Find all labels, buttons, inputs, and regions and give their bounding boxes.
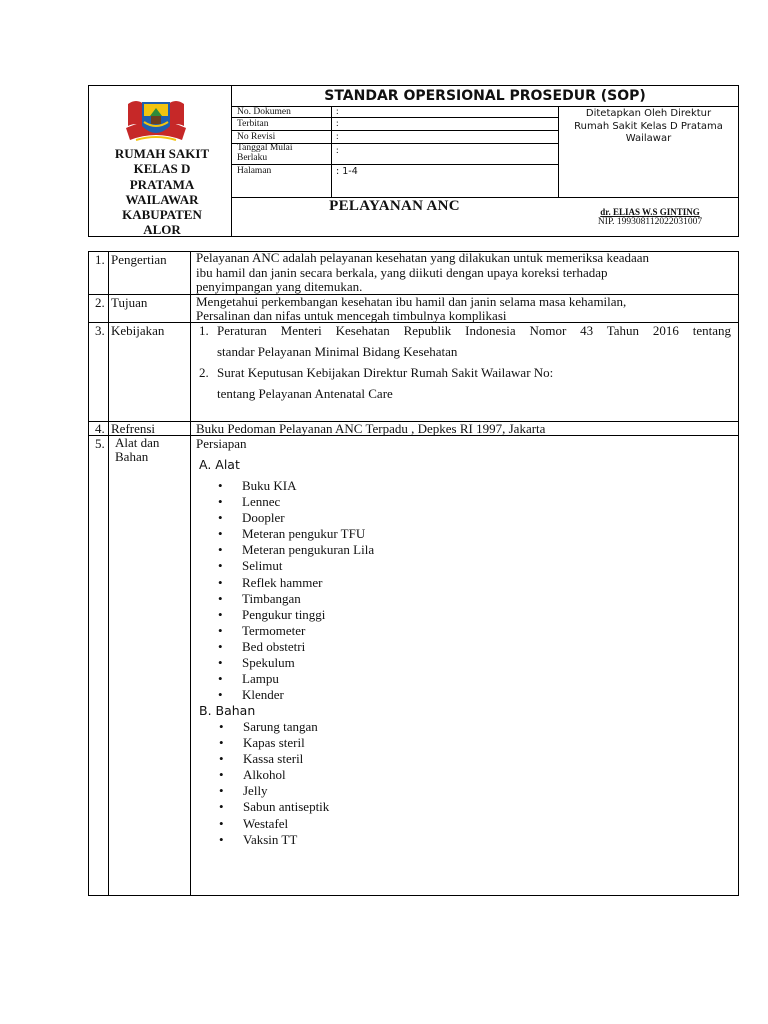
bullet-icon: • — [218, 622, 223, 638]
hospital-logo — [122, 96, 190, 146]
pengertian-text: Pelayanan ANC adalah pelayanan kesehatan yang dilakukan untuk memeriksa keadaan ibu hamil dan janin secara berkala, yang diikuti dengan upaya koreksi terhadap penyimpangan yang ditemukan. — [196, 250, 650, 294]
bullet-icon: • — [218, 671, 223, 687]
bullet-icon: • — [218, 655, 223, 671]
list-item: • Bed obstetri — [218, 638, 306, 654]
list-item: • Reflek hammer — [218, 574, 323, 590]
bullet-icon: • — [219, 735, 224, 751]
row-4-number: 4. — [95, 421, 105, 436]
bullet-icon: • — [219, 767, 224, 783]
bahan-heading: B. Bahan — [199, 703, 256, 718]
list-item: • Westafel — [219, 815, 289, 831]
bullet-icon: • — [218, 510, 223, 526]
list-item: • Vaksin TT — [219, 831, 298, 847]
list-item: • Doopler — [218, 510, 285, 526]
director-name: dr. ELIAS W.S GINTING — [600, 207, 700, 217]
director-nip: NIP. 199308112022031007 — [597, 217, 703, 227]
list-item: • Sabun antiseptik — [219, 799, 330, 815]
bullet-icon: • — [219, 719, 224, 734]
list-item: • Jelly — [219, 783, 268, 799]
kebijakan-item-2-line1: Surat Keputusan Kebijakan Direktur Rumah Sakit Wailawar No: — [217, 365, 554, 380]
bullet-icon: • — [218, 526, 223, 542]
list-item: • Kapas steril — [219, 735, 305, 751]
institution-name: RUMAH SAKIT KELAS D PRATAMA WAILAWAR KABUPATEN ALOR — [114, 146, 210, 238]
bullet-icon: • — [219, 783, 224, 799]
list-item: • Spekulum — [218, 655, 295, 671]
meta-value-tanggal: : — [336, 146, 339, 156]
bullet-icon: • — [219, 799, 224, 815]
list-item: • Lampu — [218, 671, 279, 687]
row-3-label: Kebijakan — [111, 323, 165, 338]
sop-title: STANDAR OPERSIONAL PROSEDUR (SOP) — [324, 88, 646, 104]
bullet-icon: • — [218, 558, 223, 574]
document-title: PELAYANAN ANC — [329, 198, 460, 214]
bullet-icon: • — [218, 478, 223, 493]
meta-label-tanggal: Tanggal Mulai Berlaku — [237, 143, 293, 163]
bullet-icon: • — [218, 590, 223, 606]
list-item: • Selimut — [218, 558, 283, 574]
tujuan-text: Mengetahui perkembangan kesehatan ibu hamil dan janin selama masa kehamilan, Persalinan dan nifas untuk mencegah timbulnya komplikasi — [196, 294, 627, 323]
list-item: • Termometer — [218, 622, 306, 638]
list-item: • Kassa steril — [219, 751, 304, 767]
list-item: • Sarung tangan — [219, 719, 318, 734]
list-item: • Lennec — [218, 494, 281, 510]
row-1-label: Pengertian — [111, 252, 167, 267]
kebijakan-item-2-number: 2. — [199, 365, 209, 380]
bullet-icon: • — [218, 494, 223, 510]
meta-value-no-dokumen: : — [336, 107, 339, 117]
meta-value-halaman: : 1-4 — [336, 166, 358, 177]
list-item: • Meteran pengukur TFU — [218, 526, 366, 542]
bullet-icon: • — [218, 542, 223, 558]
alat-list — [218, 478, 375, 703]
meta-label-no-dokumen: No. Dokumen — [237, 107, 291, 117]
kebijakan-item-1-number: 1. — [199, 323, 209, 338]
bullet-icon: • — [218, 638, 223, 654]
refrensi-text: Buku Pedoman Pelayanan ANC Terpadu , Depkes RI 1997, Jakarta — [196, 421, 546, 436]
list-item: • Klender — [218, 687, 284, 703]
row-4-label: Refrensi — [111, 421, 156, 436]
alat-heading: A. Alat — [199, 457, 240, 472]
meta-label-no-revisi: No Revisi — [237, 132, 276, 142]
meta-label-halaman: Halaman — [237, 166, 272, 176]
row-2-number: 2. — [95, 295, 105, 310]
approval-text: Ditetapkan Oleh Direktur Rumah Sakit Kelas D Pratama Wailawar — [574, 108, 723, 145]
list-item: • Pengukur tinggi — [218, 606, 326, 622]
row-3-number: 3. — [95, 323, 105, 338]
row-1-number: 1. — [95, 252, 105, 267]
list-item: • Buku KIA — [218, 478, 297, 493]
list-item: • Alkohol — [219, 767, 286, 783]
bullet-icon: • — [218, 687, 223, 703]
row-2-label: Tujuan — [111, 295, 148, 310]
kebijakan-item-2-line2: tentang Pelayanan Antenatal Care — [217, 386, 393, 401]
list-item: • Meteran pengukuran Lila — [218, 542, 375, 558]
persiapan-text: Persiapan — [196, 436, 247, 451]
kebijakan-item-1-line1: Peraturan Menteri Kesehatan Republik Indonesia Nomor 43 Tahun 2016 tentang — [217, 323, 731, 338]
row-5-label: Alat dan Bahan — [115, 435, 160, 464]
bullet-icon: • — [219, 751, 224, 767]
kebijakan-item-1-line2: standar Pelayanan Minimal Bidang Kesehatan — [217, 344, 458, 359]
meta-label-terbitan: Terbitan — [237, 119, 269, 129]
bullet-icon: • — [219, 831, 224, 847]
bahan-list — [219, 719, 330, 848]
meta-value-no-revisi: : — [336, 132, 339, 142]
bullet-icon: • — [219, 815, 224, 831]
list-item: • Timbangan — [218, 590, 301, 606]
bullet-icon: • — [218, 574, 223, 590]
row-5-number: 5. — [95, 436, 105, 451]
meta-value-terbitan: : — [336, 119, 339, 129]
bullet-icon: • — [218, 606, 223, 622]
